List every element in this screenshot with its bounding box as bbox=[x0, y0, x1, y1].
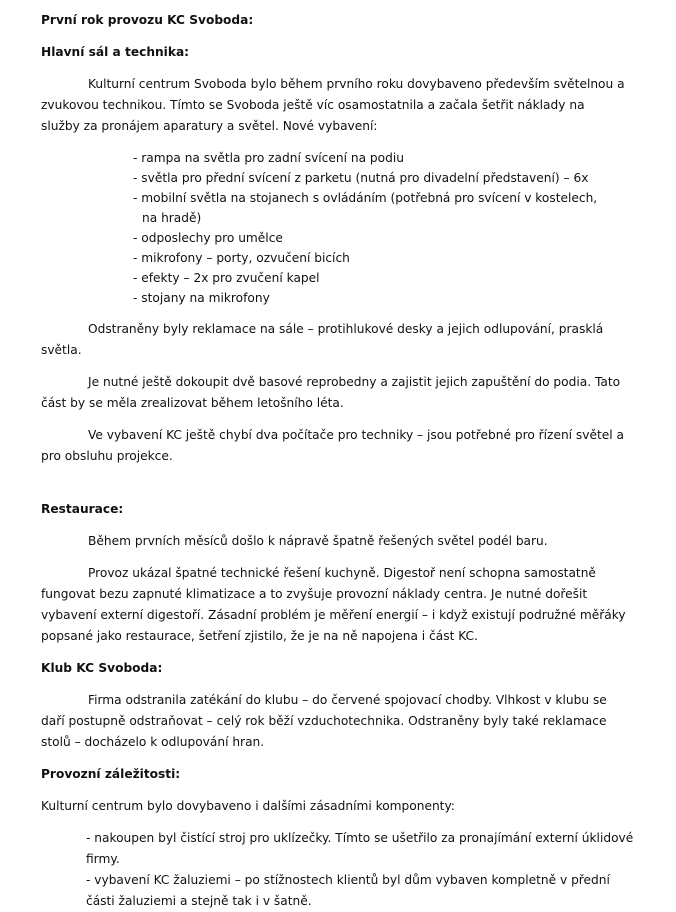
list-item: - nakoupen byl čistící stroj pro uklízečky. Tímto se ušetřilo za pronajímání externí úklidové firmy. bbox=[86, 831, 634, 866]
paragraph-sal-intro: Kulturní centrum Svoboda bylo během prvního roku dovybaveno především světelnou a zvukovou technikou. Tímto se Svoboda ještě víc osamostatnila a začala šetřit náklady na služby za pronájem aparatury a světel. Nové vybavení: bbox=[41, 77, 625, 133]
operations-list bbox=[86, 828, 636, 912]
paragraph-klub-1: Firma odstranila zatékání do klubu – do červené spojovací chodby. Vlhkost v klubu se daří postupně odstraňovat – celý rok běží vzduchotechnika. Odstraněny byly také reklamace stolů – docházelo k odlupování hran. bbox=[41, 693, 607, 749]
list-item: - odposlechy pro umělce bbox=[133, 231, 283, 245]
paragraph-provoz-intro: Kulturní centrum bylo dovybaveno i dalšími zásadními komponenty: bbox=[41, 799, 455, 813]
list-item: - mobilní světla na stojanech s ovládáním (potřebná pro svícení v kostelech, na hradě) bbox=[133, 191, 598, 225]
paragraph-restaurace-1: Během prvních měsíců došlo k nápravě špatně řešených světel podél baru. bbox=[88, 534, 548, 548]
list-item: - stojany na mikrofony bbox=[133, 291, 270, 305]
paragraph-sal-2: Je nutné ještě dokoupit dvě basové reprobedny a zajistit jejich zapuštění do podia. Tato část by se měla zrealizovat během letošního léta. bbox=[41, 375, 621, 410]
section-heading-klub: Klub KC Svoboda: bbox=[41, 661, 163, 675]
paragraph-sal-3: Ve vybavení KC ještě chybí dva počítače pro techniky – jsou potřebné pro řízení světel a pro obsluhu projekce. bbox=[41, 428, 624, 463]
paragraph-restaurace-2: Provoz ukázal špatné technické řešení kuchyně. Digestoř není schopna samostatně fungovat bezu zapnuté klimatizace a to zvyšuje provozní náklady centra. Je nutné dořešit vybavení externí digestoří. Zásadní problém je měření energií – i když existují podružné měřáky popsané jako restaurace, šetření zjistilo, že je na ně napojena i část KC. bbox=[41, 566, 626, 643]
paragraph-sal-1: Odstraněny byly reklamace na sále – protihlukové desky a jejich odlupování, prasklá světla. bbox=[41, 322, 604, 357]
list-item: - efekty – 2x pro zvučení kapel bbox=[133, 271, 320, 285]
list-item: - světla pro přední svícení z parketu (nutná pro divadelní představení) – 6x bbox=[133, 171, 589, 185]
list-item: - vybavení KC žaluziemi – po stížnostech klientů byl dům vybaven kompletně v přední části žaluziemi a stejně tak i v šatně. bbox=[86, 873, 610, 908]
document-title: První rok provozu KC Svoboda: bbox=[41, 13, 254, 27]
section-heading-sal: Hlavní sál a technika: bbox=[41, 45, 190, 59]
equipment-list bbox=[133, 148, 616, 308]
section-heading-restaurace: Restaurace: bbox=[41, 502, 124, 516]
list-item: - rampa na světla pro zadní svícení na podiu bbox=[133, 151, 404, 165]
section-heading-provoz: Provozní záležitosti: bbox=[41, 767, 181, 781]
list-item: - mikrofony – porty, ozvučení bicích bbox=[133, 251, 350, 265]
